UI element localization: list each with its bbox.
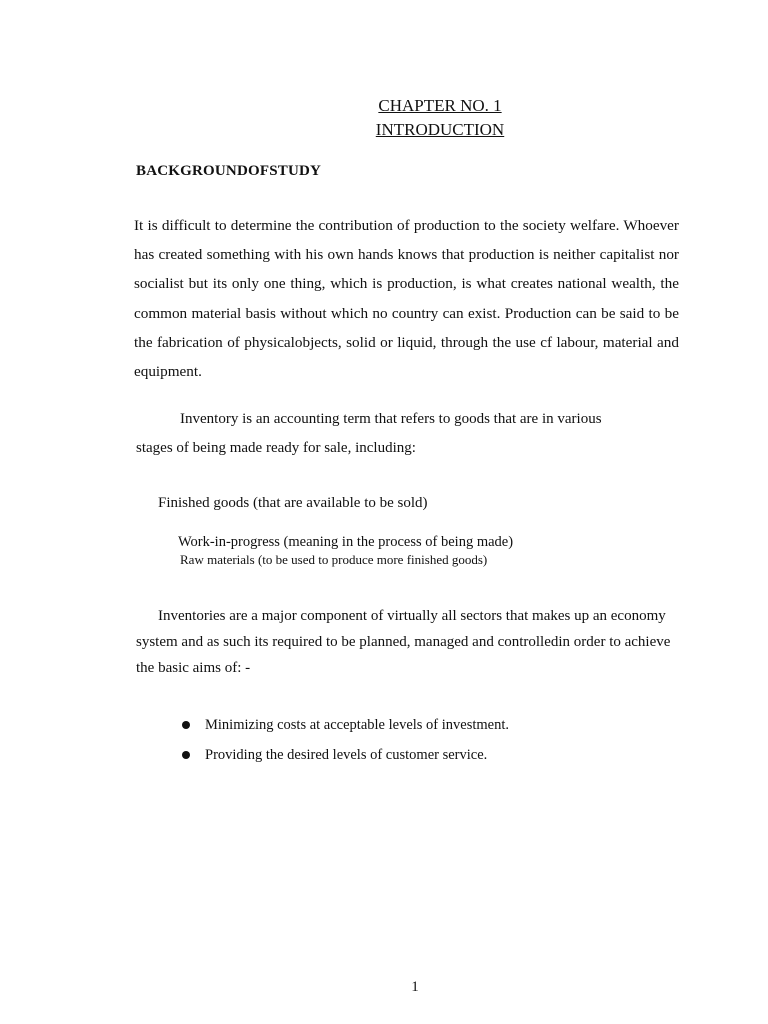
list-item xyxy=(180,740,509,770)
inventory-stage-raw: Raw materials (to be used to produce more finished goods) xyxy=(180,552,488,567)
inventory-stage-wip: Work-in-progress (meaning in the process of being made) xyxy=(178,534,514,550)
chapter-title-heading: INTRODUCTION xyxy=(375,120,505,139)
bullet-icon xyxy=(182,751,190,759)
inventories-paragraph xyxy=(136,603,676,681)
list-item-text: Providing the desired levels of customer service. xyxy=(205,747,488,763)
page-number: 1 xyxy=(411,979,419,995)
inventory-stage-finished: Finished goods (that are available to be sold) xyxy=(158,495,428,511)
section-title: BACKGROUNDOFSTUDY xyxy=(136,163,322,179)
inventory-definition-line1: Inventory is an accounting term that refers to goods that are in various xyxy=(180,411,602,427)
bullet-icon xyxy=(182,721,190,729)
background-paragraph: It is difficult to determine the contribution of production to the society welfare. Whoever has created something with his own hands knows that production is neither capitalist nor socialist but its only one thing, which is production, is what creates national wealth, the common material basis without which no country can exist. Production can be said to be the fabrication of physicalobjects, solid or liquid, through the use cf labour, material and equipment. xyxy=(134,217,679,381)
inventories-paragraph-text: Inventories are a major component of virtually all sectors that makes up an economy system and as such its required to be planned, managed and controlledin order to achieve the basic aims of: - xyxy=(136,608,671,676)
chapter-number-heading: CHAPTER NO. 1 xyxy=(378,96,502,115)
list-item xyxy=(180,710,509,740)
aims-list xyxy=(180,710,509,770)
list-item-text: Minimizing costs at acceptable levels of investment. xyxy=(205,717,510,733)
inventory-definition-line2: stages of being made ready for sale, including: xyxy=(136,440,416,456)
